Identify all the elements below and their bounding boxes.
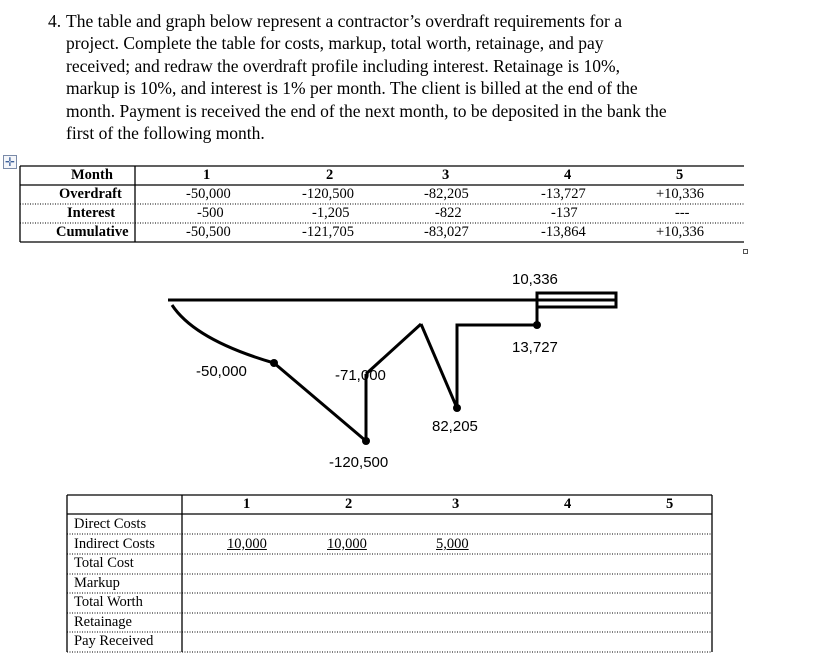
row-label: Interest <box>67 205 116 221</box>
table-cell: +10,336 <box>656 186 705 202</box>
table-header: 5 <box>676 167 684 183</box>
table-header: 2 <box>345 496 353 512</box>
row-label: Markup <box>74 575 120 591</box>
table-cell: 5,000 <box>436 536 469 552</box>
table-header: 5 <box>666 496 674 512</box>
problem-number: 4. <box>48 11 62 31</box>
table-header: 1 <box>203 167 211 183</box>
data-point <box>453 404 461 412</box>
problem-line: project. Complete the table for costs, markup, total worth, retainage, and pay <box>66 33 604 54</box>
row-label: Direct Costs <box>74 516 147 532</box>
move-handle-icon[interactable]: ✛ <box>4 155 16 169</box>
table-header: 1 <box>243 496 251 512</box>
table-cell: -1,205 <box>312 205 350 221</box>
table-header: 3 <box>442 167 450 183</box>
table-cell: -822 <box>435 205 462 221</box>
data-point <box>270 359 278 367</box>
graph-label: -50,000 <box>196 363 247 380</box>
overdraft-line-segment <box>421 324 457 408</box>
table-cell: +10,336 <box>656 224 705 240</box>
graph-label: -71,000 <box>335 367 386 384</box>
table-cell: -50,000 <box>186 186 231 202</box>
problem-line: month. Payment is received the end of the next month, to be deposited in the bank the <box>66 100 667 121</box>
problem-line: The table and graph below represent a contractor’s overdraft requirements for a <box>66 11 623 31</box>
row-label: Indirect Costs <box>74 536 155 552</box>
table-cell: -82,205 <box>424 186 469 202</box>
table-header: 4 <box>564 496 572 512</box>
table-cell: -137 <box>551 205 578 221</box>
graph-label: -120,500 <box>329 454 389 471</box>
table-cell: -121,705 <box>302 224 354 240</box>
table-cell: 10,000 <box>227 536 267 552</box>
table-cell: -120,500 <box>302 186 354 202</box>
row-label: Retainage <box>74 614 132 630</box>
table-cell: -13,864 <box>541 224 586 240</box>
data-point <box>533 321 541 329</box>
problem-line: received; and redraw the overdraft profile including interest. Retainage is 10%, <box>66 55 620 76</box>
overdraft-curve-segment <box>172 305 274 363</box>
row-label: Pay Received <box>74 633 154 649</box>
table-cell: -83,027 <box>424 224 469 240</box>
graph-label: 13,727 <box>512 339 558 356</box>
overdraft-line-segment <box>457 325 537 408</box>
graph-label: 10,336 <box>512 271 558 288</box>
table-cell: -50,500 <box>186 224 231 240</box>
row-label: Total Worth <box>74 594 143 610</box>
row-label: Total Cost <box>74 555 134 571</box>
overdraft-step-segment <box>537 293 616 325</box>
table-cell: --- <box>675 205 690 221</box>
table-cell: -13,727 <box>541 186 586 202</box>
table-header: 2 <box>326 167 334 183</box>
table-header: 3 <box>452 496 460 512</box>
table-header: 4 <box>564 167 572 183</box>
problem-line: markup is 10%, and interest is 1% per month. The client is billed at the end of the <box>66 78 638 99</box>
table-header: Month <box>71 167 113 183</box>
row-label: Overdraft <box>59 186 122 202</box>
row-label: Cumulative <box>56 224 129 240</box>
data-point <box>362 437 370 445</box>
graph-label: 82,205 <box>432 418 478 435</box>
problem-line: first of the following month. <box>66 123 265 143</box>
table-cell: 10,000 <box>327 536 367 552</box>
table-cell: -500 <box>197 205 224 221</box>
